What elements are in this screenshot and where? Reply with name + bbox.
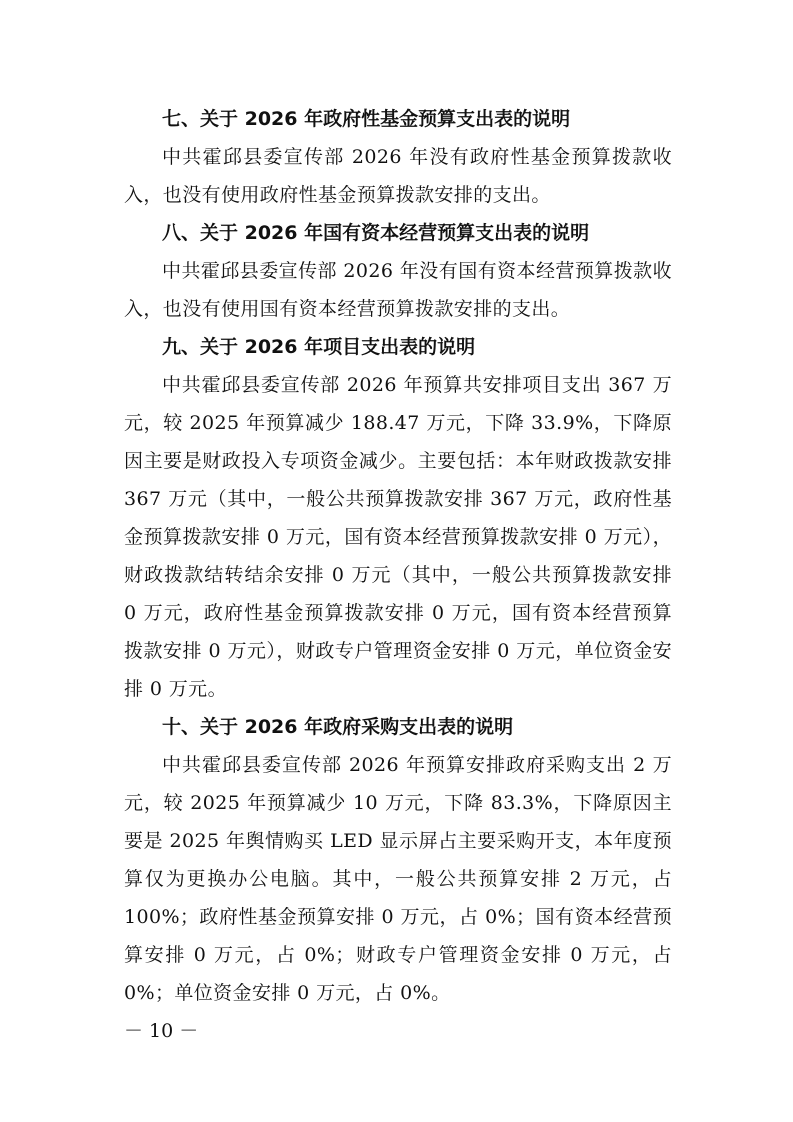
section-7 [124,100,672,214]
document-body [124,100,672,1012]
section-9 [124,328,672,708]
section-heading: 十、关于 2026 年政府采购支出表的说明 [162,716,514,738]
section-paragraph: 中共霍邱县委宣传部 2026 年没有政府性基金预算拨款收入，也没有使用政府性基金预算拨款安排的支出。 [124,146,672,206]
page-number: － 10 － [124,1020,199,1042]
section-paragraph: 中共霍邱县委宣传部 2026 年预算安排政府采购支出 2 万元，较 2025 年预算减少 10 万元，下降 83.3%，下降原因主要是 2025 年舆情购买 LED 显示屏占主要采购开支，本年度预算仅为更换办公电脑。其中，一般公共预算安排 2 万元，占 100%；政府性基金预算安排 0 万元，占 0%；国有资本经营预算安排 0 万元，占 0%；财政专户管理资金安排 0 万元，占 0%；单位资金安排 0 万元，占 0%。 [124,754,672,1004]
section-paragraph: 中共霍邱县委宣传部 2026 年没有国有资本经营预算拨款收入，也没有使用国有资本经营预算拨款安排的支出。 [124,260,672,320]
section-heading: 九、关于 2026 年项目支出表的说明 [162,336,476,358]
section-paragraph: 中共霍邱县委宣传部 2026 年预算共安排项目支出 367 万元，较 2025 年预算减少 188.47 万元，下降 33.9%，下降原因主要是财政投入专项资金减少。主要包括：本年财政拨款安排 367 万元（其中，一般公共预算拨款安排 367 万元，政府性基金预算拨款安排 0 万元，国有资本经营预算拨款安排 0 万元），财政拨款结转结余安排 0 万元（其中，一般公共预算拨款安排 0 万元，政府性基金预算拨款安排 0 万元，国有资本经营预算拨款安排 0 万元），财政专户管理资金安排 0 万元，单位资金安排 0 万元。 [124,374,672,700]
section-heading: 八、关于 2026 年国有资本经营预算支出表的说明 [162,222,590,244]
section-heading: 七、关于 2026 年政府性基金预算支出表的说明 [162,108,571,130]
section-8 [124,214,672,328]
section-10 [124,708,672,1012]
